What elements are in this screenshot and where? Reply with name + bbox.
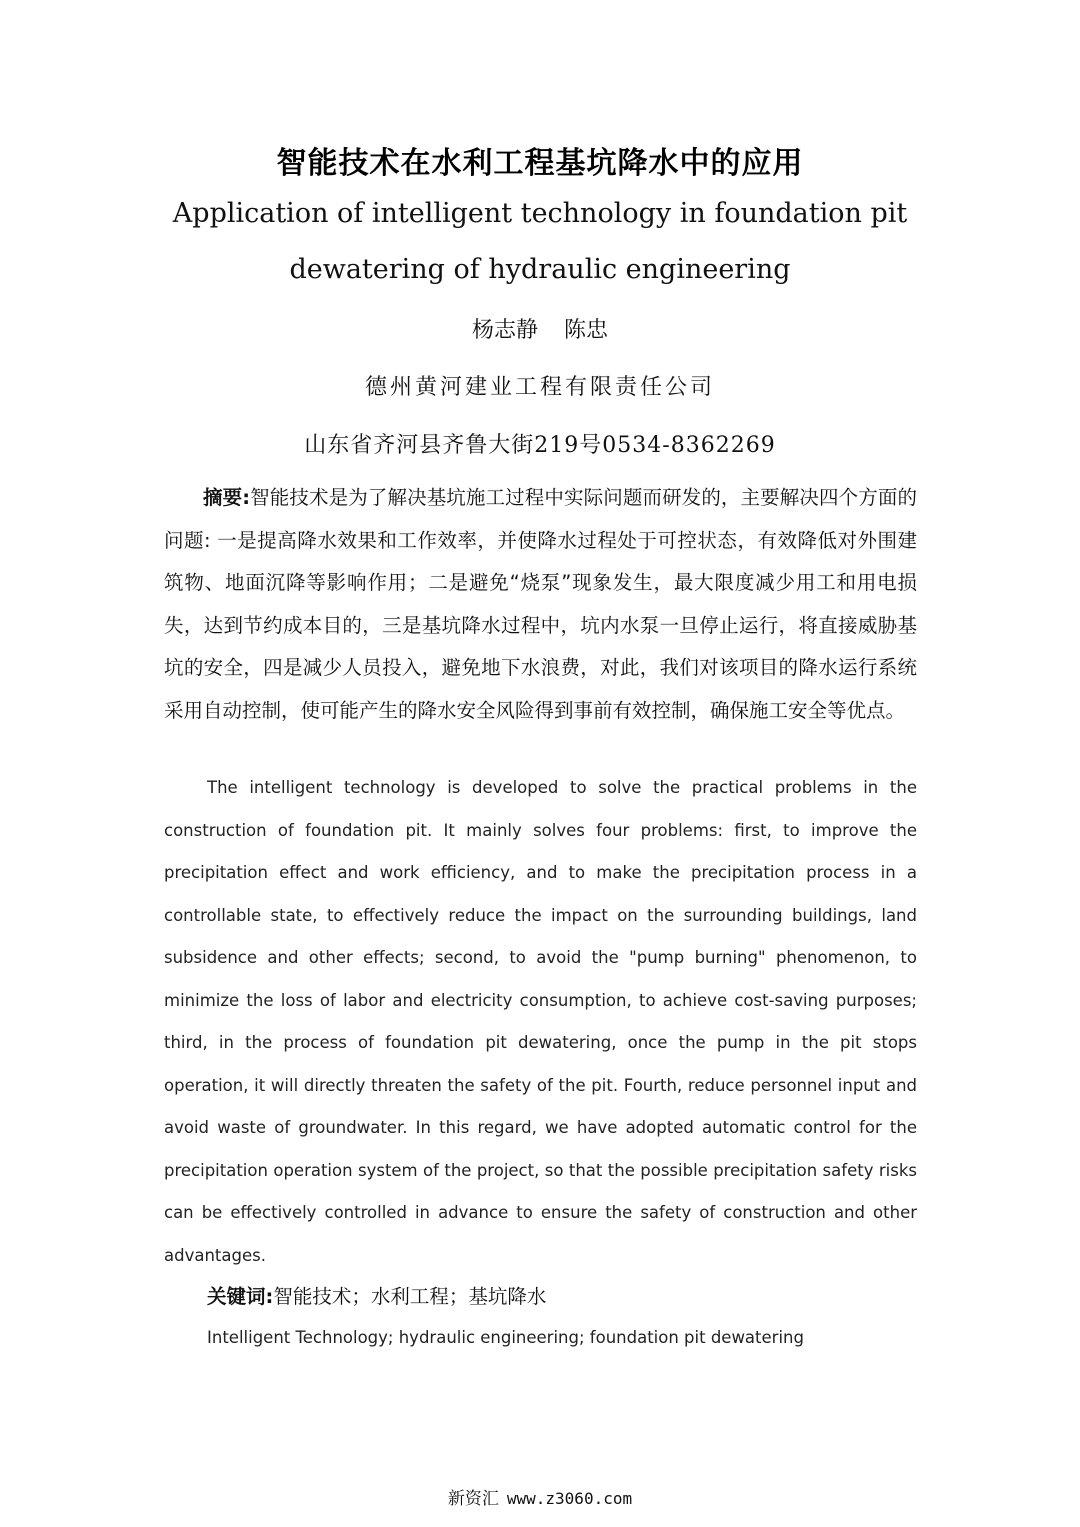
abstract-chinese (164, 477, 917, 732)
abstract-cn-text: 智能技术是为了解决基坑施工过程中实际问题而研发的，主要解决四个方面的问题: 一是提高降水效果和工作效率，并使降水过程处于可控状态，有效降低对外围建筑物、地面沉降等影响作用；二是避免“烧泵”现象发生，最大限度减少用工和用电损失，达到节约成本目的，三是基坑降水过程中，坑内水泵一旦停止运行，将直接威胁基坑的安全，四是减少人员投入，避免地下水浪费，对此，我们对该项目的降水运行系统采用自动控制，使可能产生的降水安全风险得到事前有效控制，确保施工安全等优点。 (164, 486, 917, 722)
footer-url: www.z3060.com (506, 1489, 633, 1508)
footer (0, 1484, 1080, 1509)
title-chinese: 智能技术在水利工程基坑降水中的应用 (276, 146, 804, 181)
abstract-cn-label: 摘要: (203, 486, 251, 509)
author-1: 杨志静 (471, 318, 538, 343)
keywords-cn-text: 智能技术；水利工程；基坑降水 (273, 1285, 547, 1308)
keywords-english: Intelligent Technology; hydraulic engineering; foundation pit dewatering (207, 1328, 804, 1347)
author-2: 陈忠 (564, 318, 609, 343)
abstract-english: The intelligent technology is developed to solve the practical problems in the construction of foundation pit. It mainly solves four problems: first, to improve the precipitation effect and work efficiency, and to make the precipitation process in a controllable state, to effectively reduce the impact on the surrounding buildings, land subsidence and other effects; second, to avoid the "pump burning" phenomenon, to minimize the loss of labor and electricity consumption, to achieve cost-saving purposes; third, in the process of foundation pit dewatering, once the pump in the pit stops operation, it will directly threaten the safety of the pit. Fourth, reduce personnel input and avoid waste of groundwater. In this regard, we have adopted automatic control for the precipitation operation system of the project, so that the possible precipitation safety risks can be effectively controlled in advance to ensure the safety of construction and other advantages. (164, 778, 917, 1265)
authors (0, 313, 1080, 344)
keywords-chinese (207, 1281, 546, 1309)
footer-brand: 新资汇 (447, 1489, 499, 1509)
title-english-line-2: dewatering of hydraulic engineering (289, 254, 791, 285)
keywords-cn-label: 关键词: (207, 1285, 274, 1308)
title-english-line-1: Application of intelligent technology in foundation pit (172, 198, 908, 229)
affiliation: 德州黄河建业工程有限责任公司 (364, 375, 715, 400)
address: 山东省齐河县齐鲁大街219号0534-8362269 (304, 433, 776, 458)
